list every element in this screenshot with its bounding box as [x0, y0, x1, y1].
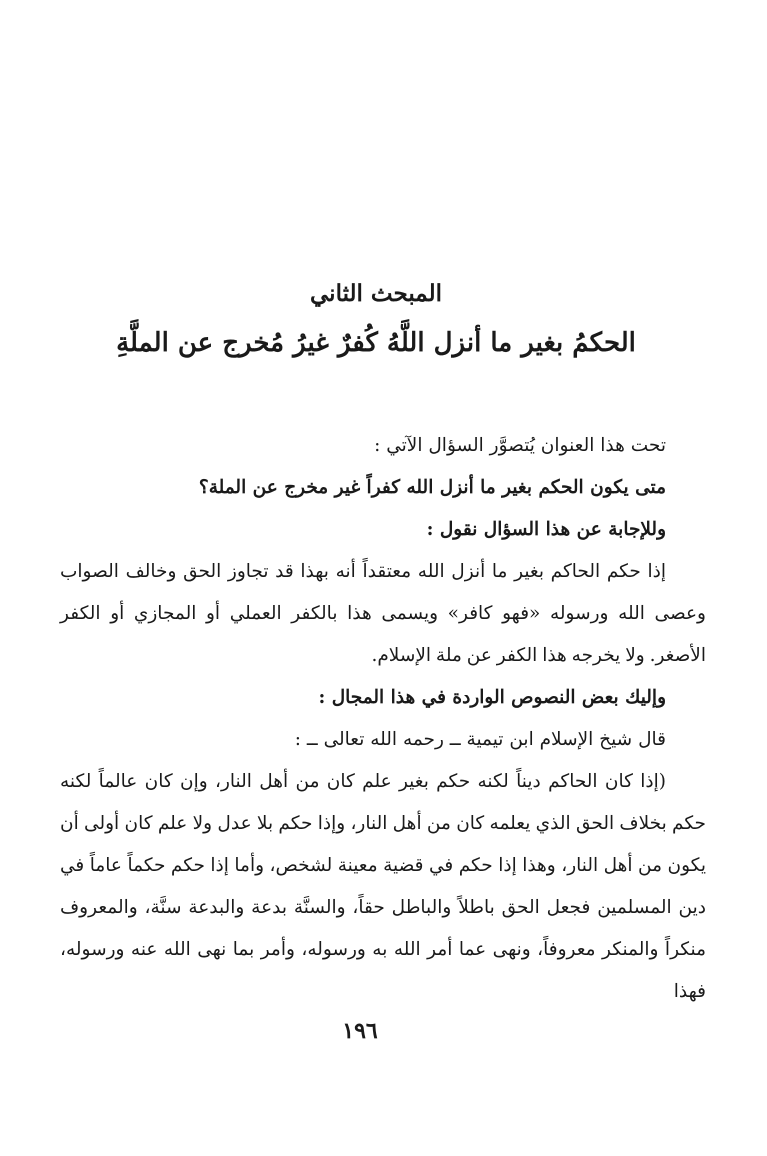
section-label: المبحث الثاني — [310, 280, 442, 307]
texts-intro-paragraph: وإليك بعض النصوص الواردة في هذا المجال : — [318, 687, 666, 708]
section-title: الحكمُ بغير ما أنزل اللَّهُ كُفرٌ غيرُ مُخرج عن الملَّةِ — [116, 328, 636, 358]
question-paragraph: متى يكون الحكم بغير ما أنزل الله كفراً غير مخرج عن الملة؟ — [198, 477, 666, 498]
quote-paragraph: (إذا كان الحاكم ديناً لكنه حكم بغير علم كان من أهل النار، وإن كان عالماً لكنه حكم بخلاف الحق الذي يعلمه كان من أهل النار، وإذا حكم بلا عدل ولا علم كان أولى أن يكون من أهل النار، وهذا إذا حكم في قضية معينة لشخص، وأما إذا حكم حكماً عاماً في دين المسلمين فجعل الحق باطلاً والباطل حقاً، والسنَّة بدعة والبدعة سنَّة، والمعروف منكراً والمنكر معروفاً، ونهى عما أمر الله به ورسوله، وأمر بما نهى الله عنه ورسوله، فهذا — [60, 771, 706, 1002]
answer-intro-paragraph: وللإجابة عن هذا السؤال نقول : — [426, 519, 666, 540]
intro-paragraph: تحت هذا العنوان يُتصوَّر السؤال الآتي : — [374, 435, 666, 456]
quote-attribution-paragraph: قال شيخ الإسلام ابن تيمية ــ رحمه الله تعالى ــ : — [294, 729, 666, 750]
page-number: ١٩٦ — [342, 1018, 378, 1044]
body-text — [60, 425, 706, 1013]
answer-paragraph: إذا حكم الحاكم بغير ما أنزل الله معتقداً أنه بهذا قد تجاوز الحق وخالف الصواب وعصى الله ورسوله «فهو كافر» ويسمى هذا بالكفر العملي أو المجازي أو الكفر الأصغر. ولا يخرجه هذا الكفر عن ملة الإسلام. — [60, 561, 706, 666]
